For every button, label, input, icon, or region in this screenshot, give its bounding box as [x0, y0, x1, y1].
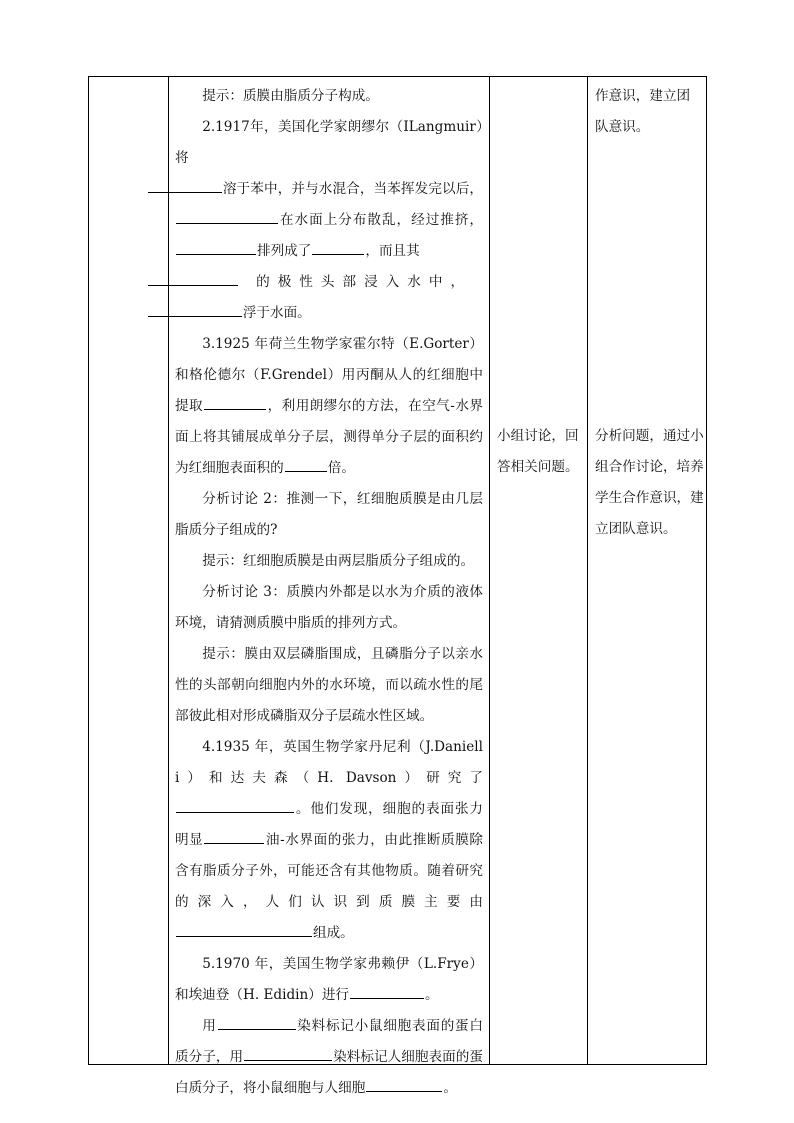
fill-blank[interactable]	[244, 1045, 332, 1061]
fill-blank[interactable]	[176, 797, 294, 813]
lesson-table	[88, 76, 707, 1096]
hint-paragraph: 提示：质膜由脂质分子构成。	[202, 88, 379, 104]
experiment-1917-paragraph: 2.1917年，美国化学家朗缪尔（ILangmuir）将 溶于苯中，并与水混合，当苯挥发完以后，在水面上分布散乱，经过推挤，排列成了 ，而且其 的极性头部浸入水中， 浮于水面。	[175, 112, 483, 329]
discussion-3-paragraph: 分析讨论 3：质膜内外都是以水为介质的液体环境，请猜测质膜中脂质的排列方式。	[175, 584, 483, 631]
fill-blank[interactable]	[148, 177, 222, 193]
column-divider	[489, 77, 490, 1064]
design-intent-cell	[589, 77, 707, 537]
teaching-content-cell	[169, 77, 489, 1104]
fill-blank[interactable]	[218, 1014, 296, 1030]
experiment-1935-paragraph: 4.1935 年，英国生物学家丹尼利（J.Danielli）和达夫森（H. Davson）研究了。他们发现，细胞的表面张力明显 油-水界面的张力，由此推断质膜除含有脂质分子外，可能还含有其他物质。随着研究的深入，人们认识到质膜主要由组成。	[175, 739, 484, 941]
experiment-1925-paragraph: 3.1925 年荷兰生物学家霍尔特（E.Gorter）和格伦德尔（F.Grendel）用丙酮从人的红细胞中提取 ，利用朗缪尔的方法，在空气-水界面上将其铺展成单分子层，测得单分子层的面积约为红细胞表面积的 倍。	[175, 336, 484, 476]
fill-blank[interactable]	[285, 456, 327, 472]
experiment-1970-paragraph: 5.1970 年，美国生物学家弗赖伊（L.Frye）和埃迪登（H. Edidin）进行 。	[175, 956, 483, 1003]
fill-blank[interactable]	[312, 239, 364, 255]
discussion-2-paragraph: 分析讨论 2：推测一下，红细胞质膜是由几层脂质分子组成的?	[175, 491, 483, 538]
fill-blank[interactable]	[176, 921, 312, 937]
hint-3-paragraph: 提示：膜由双层磷脂围成，且磷脂分子以亲水性的头部朝向细胞内外的水环境，而以疏水性的尾部彼此相对形成磷脂双分子层疏水性区域。	[175, 646, 483, 724]
fill-blank[interactable]	[366, 1076, 442, 1092]
student-activity-cell	[491, 421, 587, 483]
fill-blank[interactable]	[176, 208, 278, 224]
fill-blank[interactable]	[204, 828, 264, 844]
fill-blank[interactable]	[350, 983, 424, 999]
intent-text-top: 作意识，建立团队意识。	[595, 88, 691, 135]
fill-blank[interactable]	[148, 301, 242, 317]
column-divider	[587, 77, 588, 1064]
fill-blank[interactable]	[148, 270, 238, 286]
activity-text: 小组讨论，回答相关问题。	[497, 428, 579, 475]
labeling-paragraph: 用 染料标记小鼠细胞表面的蛋白质分子，用 染料标记人细胞表面的蛋白质分子，将小鼠细胞与人细胞 。	[175, 1011, 483, 1104]
hint-2-paragraph: 提示：红细胞质膜是由两层脂质分子组成的。	[202, 553, 475, 569]
intent-text-analysis: 分析问题，通过小组合作讨论，培养学生合作意识，建立团队意识。	[595, 428, 704, 537]
fill-blank[interactable]	[176, 239, 256, 255]
fill-blank[interactable]	[204, 394, 266, 410]
